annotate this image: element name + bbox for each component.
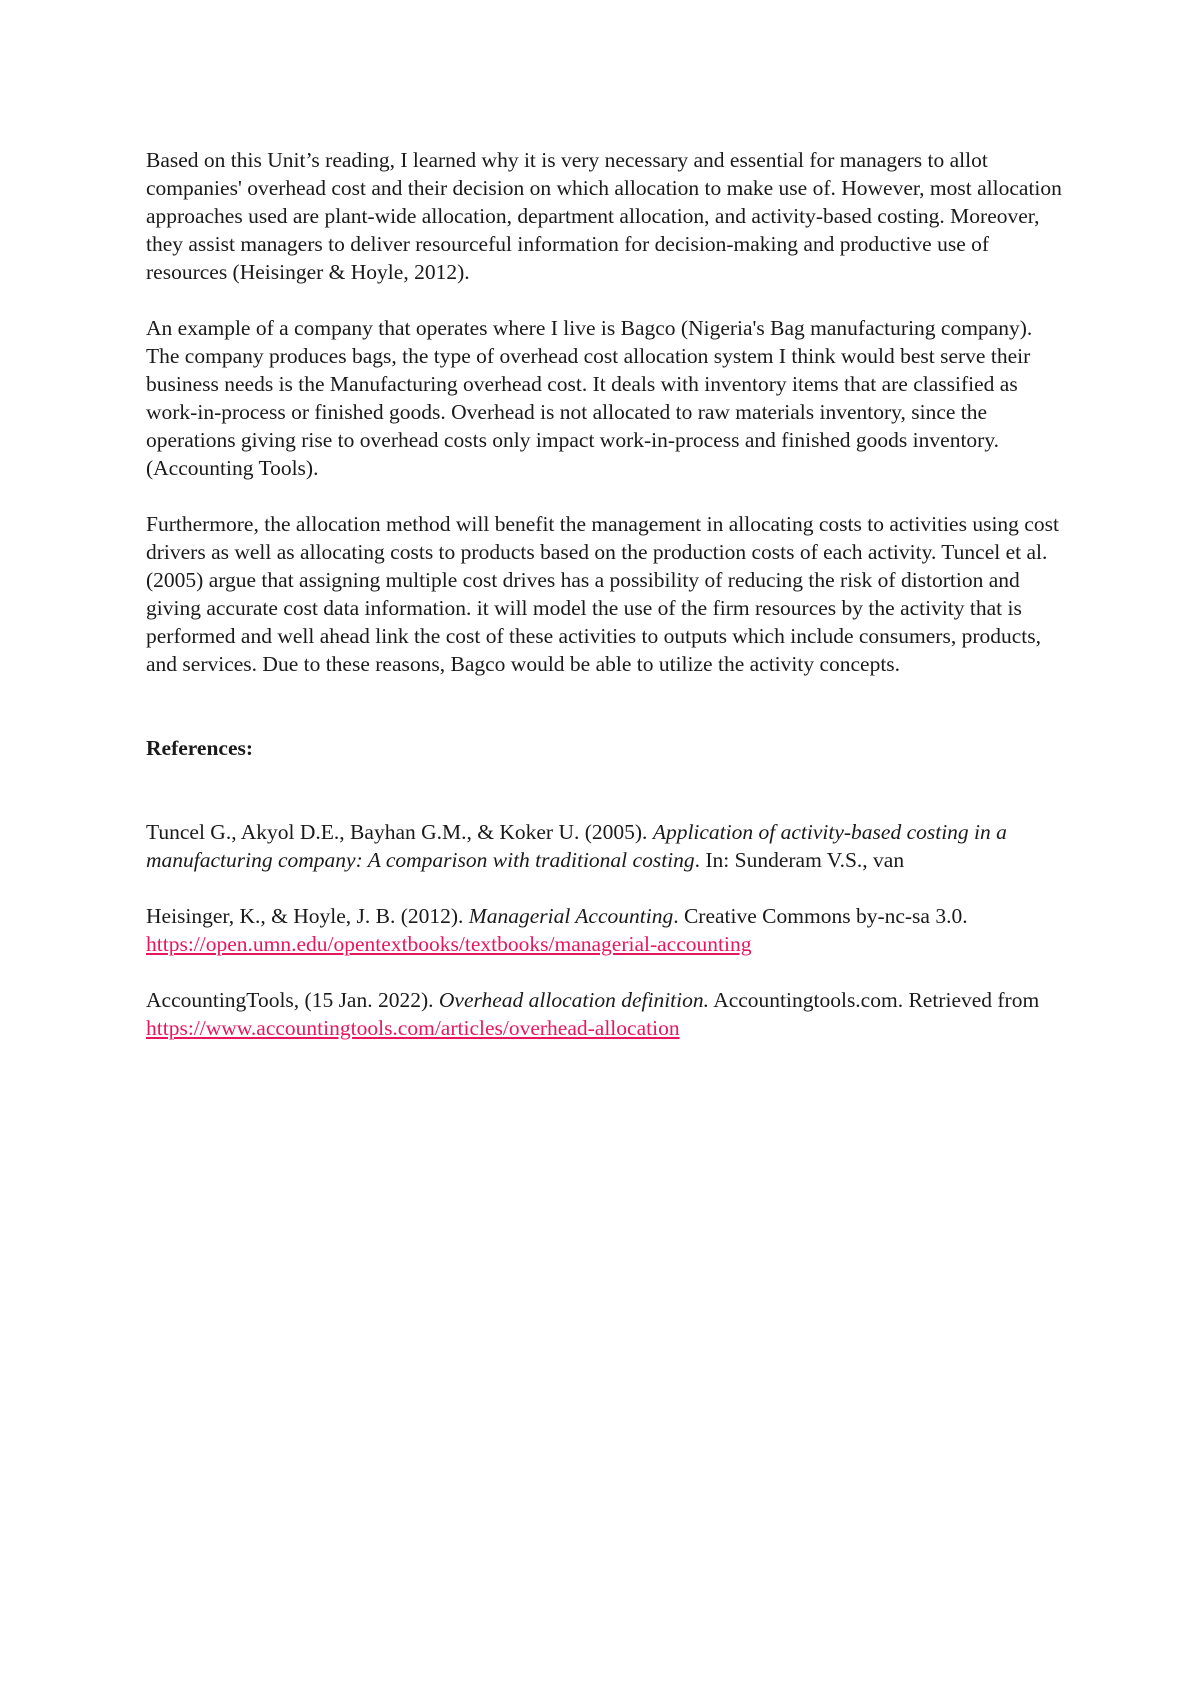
reference-link[interactable]: https://www.accountingtools.com/articles/overhead-allocation	[146, 1016, 680, 1040]
reference-details: . In: Sunderam V.S., van	[694, 848, 905, 872]
reference-link[interactable]: https://open.umn.edu/opentextbooks/textbooks/managerial-accounting	[146, 932, 752, 956]
reference-title: Application of activity-based costing in a manufacturing company: A comparison with traditional costing	[146, 820, 1007, 872]
references-heading: References:	[146, 736, 254, 760]
reference-title: Managerial Accounting	[468, 904, 674, 928]
reference-details: Accountingtools.com. Retrieved from	[709, 988, 1040, 1012]
body-paragraph-1: Based on this Unit’s reading, I learned why it is very necessary and essential for managers to allot companies' overhead cost and their decision on which allocation to make use of. However, most allocation approaches used are plant-wide allocation, department allocation, and activity-based costing. Moreover, they assist managers to deliver resourceful information for decision-making and productive use of resources (Heisinger & Hoyle, 2012).	[146, 148, 1062, 284]
reference-item	[146, 818, 1066, 874]
reference-details: . Creative Commons by-nc-sa 3.0.	[673, 904, 968, 928]
reference-authors: Heisinger, K., & Hoyle, J. B. (2012).	[146, 904, 469, 928]
reference-item	[146, 986, 1066, 1042]
reference-title: Overhead allocation definition.	[438, 988, 709, 1012]
body-paragraph-2: An example of a company that operates where I live is Bagco (Nigeria's Bag manufacturing company). The company produces bags, the type of overhead cost allocation system I think would best serve their business needs is the Manufacturing overhead cost. It deals with inventory items that are classified as work-in-process or finished goods. Overhead is not allocated to raw materials inventory, since the operations giving rise to overhead costs only impact work-in-process and finished goods inventory. (Accounting Tools).	[146, 316, 1033, 480]
document-content	[146, 146, 1066, 1070]
reference-authors: Tuncel G., Akyol D.E., Bayhan G.M., & Koker U. (2005).	[146, 820, 653, 844]
reference-item	[146, 902, 1066, 958]
body-paragraph-3: Furthermore, the allocation method will benefit the management in allocating costs to activities using cost drivers as well as allocating costs to products based on the production costs of each activity. Tuncel et al. (2005) argue that assigning multiple cost drives has a possibility of reducing the risk of distortion and giving accurate cost data information. it will model the use of the firm resources by the activity that is performed and well ahead link the cost of these activities to outputs which include consumers, products, and services. Due to these reasons, Bagco would be able to utilize the activity concepts.	[146, 512, 1059, 676]
reference-authors: AccountingTools, (15 Jan. 2022).	[146, 988, 439, 1012]
